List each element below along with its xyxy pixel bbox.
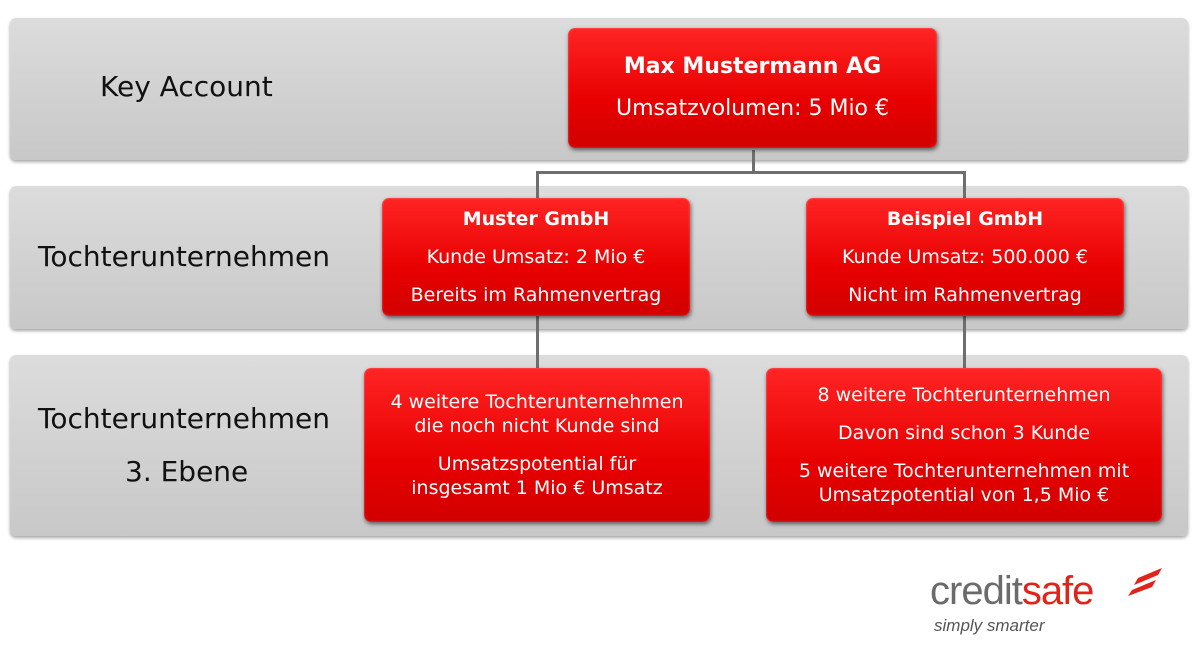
connector-horizontal [536, 171, 966, 174]
third-level-line: 5 weitere Tochterunternehmen mit [798, 460, 1130, 482]
third-level-node-left [364, 368, 710, 522]
subsidiary-node-beispiel [806, 198, 1124, 316]
connector-left-level3 [536, 316, 539, 368]
logo-text-credit: credit [930, 569, 1022, 613]
subsidiary-revenue: Kunde Umsatz: 2 Mio € [426, 246, 646, 268]
root-node-volume: Umsatzvolumen: 5 Mio € [615, 96, 890, 121]
third-level-line: insgesamt 1 Mio € Umsatz [411, 477, 663, 499]
level-label-third: Tochterunternehmen [38, 402, 331, 435]
third-level-line: Umsatzpotential von 1,5 Mio € [818, 484, 1110, 506]
subsidiary-title: Muster GmbH [462, 208, 610, 230]
level-label-key-account: Key Account [100, 70, 273, 103]
third-level-line: Davon sind schon 3 Kunde [837, 422, 1091, 444]
subsidiary-contract-status: Nicht im Rahmenvertrag [848, 284, 1082, 306]
connector-right-level3 [963, 316, 966, 368]
creditsafe-logo [930, 568, 1180, 640]
third-level-line: 8 weitere Tochterunternehmen [817, 384, 1111, 406]
third-level-node-right [766, 368, 1162, 522]
subsidiary-title: Beispiel GmbH [886, 208, 1044, 230]
subsidiary-node-muster [382, 198, 690, 316]
root-node-title: Max Mustermann AG [623, 54, 882, 79]
level-label-subsidiaries: Tochterunternehmen [38, 240, 331, 273]
subsidiary-revenue: Kunde Umsatz: 500.000 € [842, 246, 1088, 268]
connector-right-down [963, 171, 966, 199]
connector-left-down [536, 171, 539, 199]
root-node [568, 28, 937, 148]
logo-text-safe: safe [1021, 569, 1094, 613]
logo-swoosh-icon [1128, 566, 1168, 596]
level-sublabel-third: 3. Ebene [125, 455, 249, 488]
third-level-line: 4 weitere Tochterunternehmen [390, 391, 684, 413]
subsidiary-contract-status: Bereits im Rahmenvertrag [410, 284, 662, 306]
third-level-line: die noch nicht Kunde sind [414, 415, 660, 437]
logo-wordmark [930, 568, 1093, 614]
third-level-line: Umsatzspotential für [437, 453, 637, 475]
logo-tagline: simply smarter [934, 616, 1045, 635]
